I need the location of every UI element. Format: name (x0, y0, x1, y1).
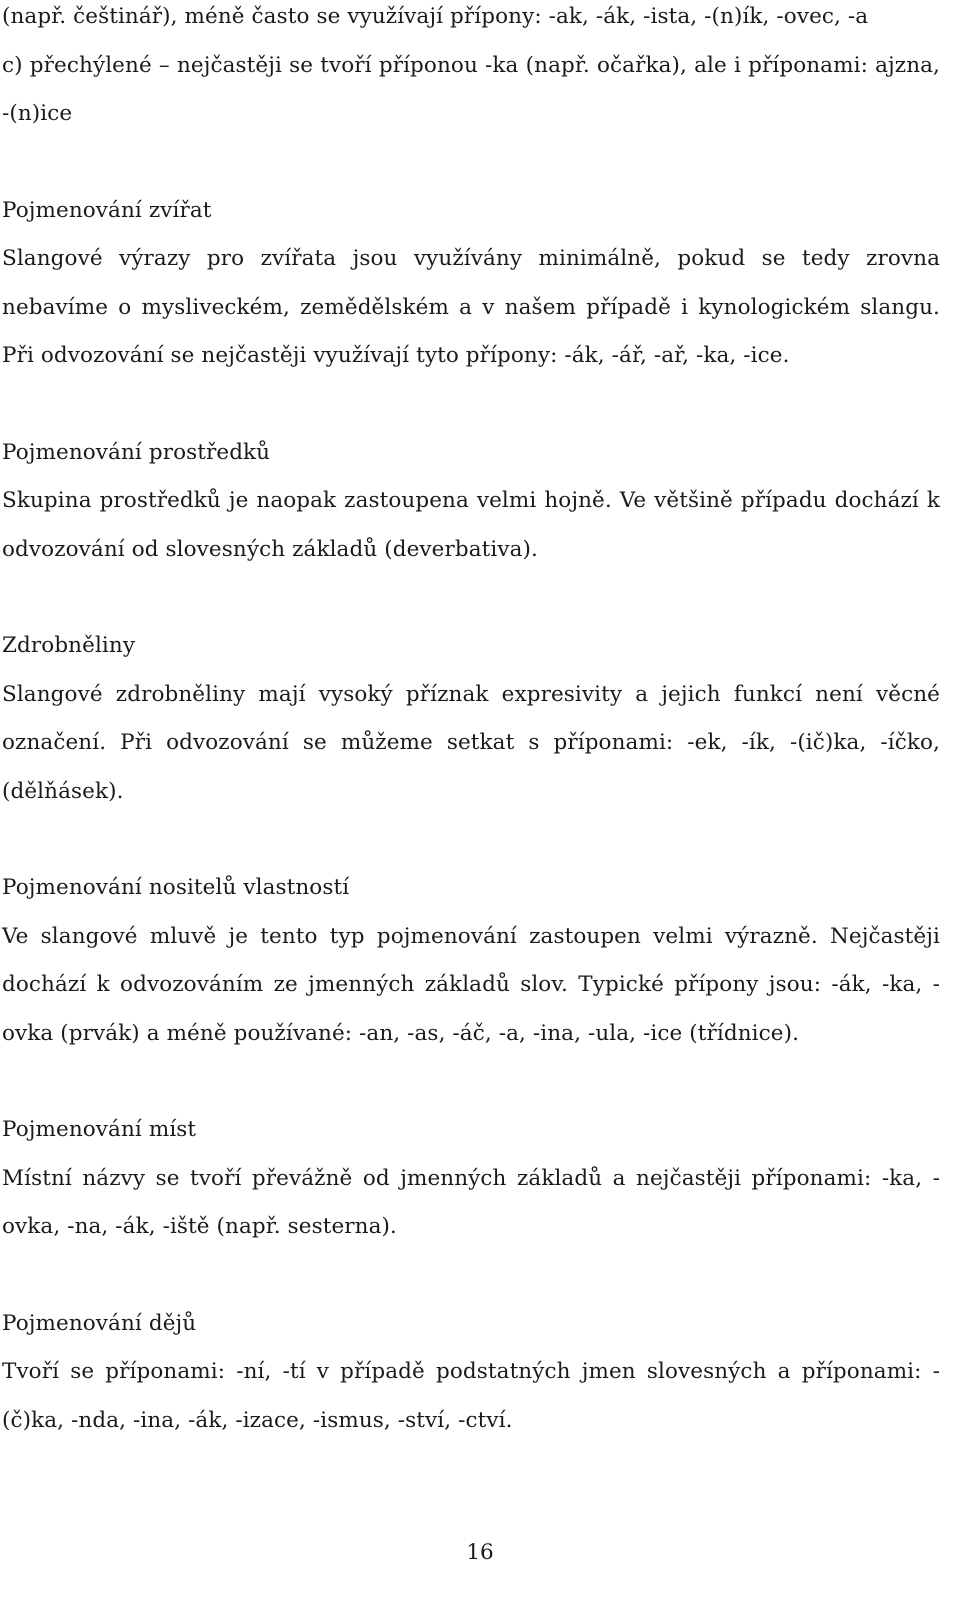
section-diminutives (2, 622, 940, 816)
section-text: Skupina prostředků je naopak zastoupena velmi hojně. Ve většině případu dochází k odvozování od slovesných základů (deverbativa). (2, 488, 940, 562)
section-text: Ve slangové mluvě je tento typ pojmenování zastoupen velmi výrazně. Nejčastěji dochází k odvozováním ze jmenných základů slov. Typické přípony jsou: -ák, -ka, -ovka (prvák) a méně používané: -an, -as, -áč, -a, -ina, -ula, -ice (třídnice). (2, 923, 940, 1046)
page-content (2, 0, 940, 1445)
paragraph-gap (2, 574, 940, 622)
intro-line-1: (např. češtinář), méně často se využívají přípony: -ak, -ák, -ista, -(n)ík, -ovec, -a (2, 4, 869, 29)
paragraph-gap (2, 381, 940, 429)
section-heading: Pojmenování zvířat (2, 197, 212, 223)
paragraph-gap (2, 1252, 940, 1300)
section-means (2, 429, 940, 575)
paragraph-gap (2, 139, 940, 187)
section-property-holders (2, 864, 940, 1058)
section-heading: Zdrobněliny (2, 633, 136, 658)
paragraph-gap (2, 1058, 940, 1106)
section-text: Tvoří se příponami: -ní, -tí v případě podstatných jmen slovesných a příponami: -(č)ka, -nda, -ina, -ák, -izace, -ismus, -ství, -ctví. (2, 1359, 940, 1433)
section-heading: Pojmenování prostředků (2, 439, 271, 465)
section-heading: Pojmenování nositelů vlastností (2, 875, 350, 900)
section-text: Slangové zdrobněliny mají vysoký příznak expresivity a jejich funkcí není věcné označení. Při odvozování se můžeme setkat s příponami: -ek, -ík, -(ič)ka, -íčko, (dělňásek). (2, 681, 940, 804)
section-text: Místní názvy se tvoří převážně od jmenných základů a nejčastěji příponami: -ka, -ovka, -na, -ák, -iště (např. sesterna). (2, 1165, 940, 1239)
section-places (2, 1106, 940, 1252)
paragraph-gap (2, 816, 940, 864)
section-animals (2, 187, 940, 381)
intro-line-2: c) přechýlené – nejčastěji se tvoří příponou -ka (např. očařka), ale i příponami: ajzna, -(n)ice (2, 52, 940, 126)
section-text: Slangové výrazy pro zvířata jsou využívány minimálně, pokud se tedy zrovna nebavíme o mysliveckém, zemědělském a v našem případě i kynologickém slangu. Při odvozování se nejčastěji využívají tyto přípony: -ák, -ář, -ař, -ka, -ice. (2, 246, 940, 368)
section-heading: Pojmenování míst (2, 1117, 197, 1142)
section-actions (2, 1300, 940, 1446)
page-number: 16 (466, 1540, 494, 1565)
section-heading: Pojmenování dějů (2, 1310, 197, 1336)
